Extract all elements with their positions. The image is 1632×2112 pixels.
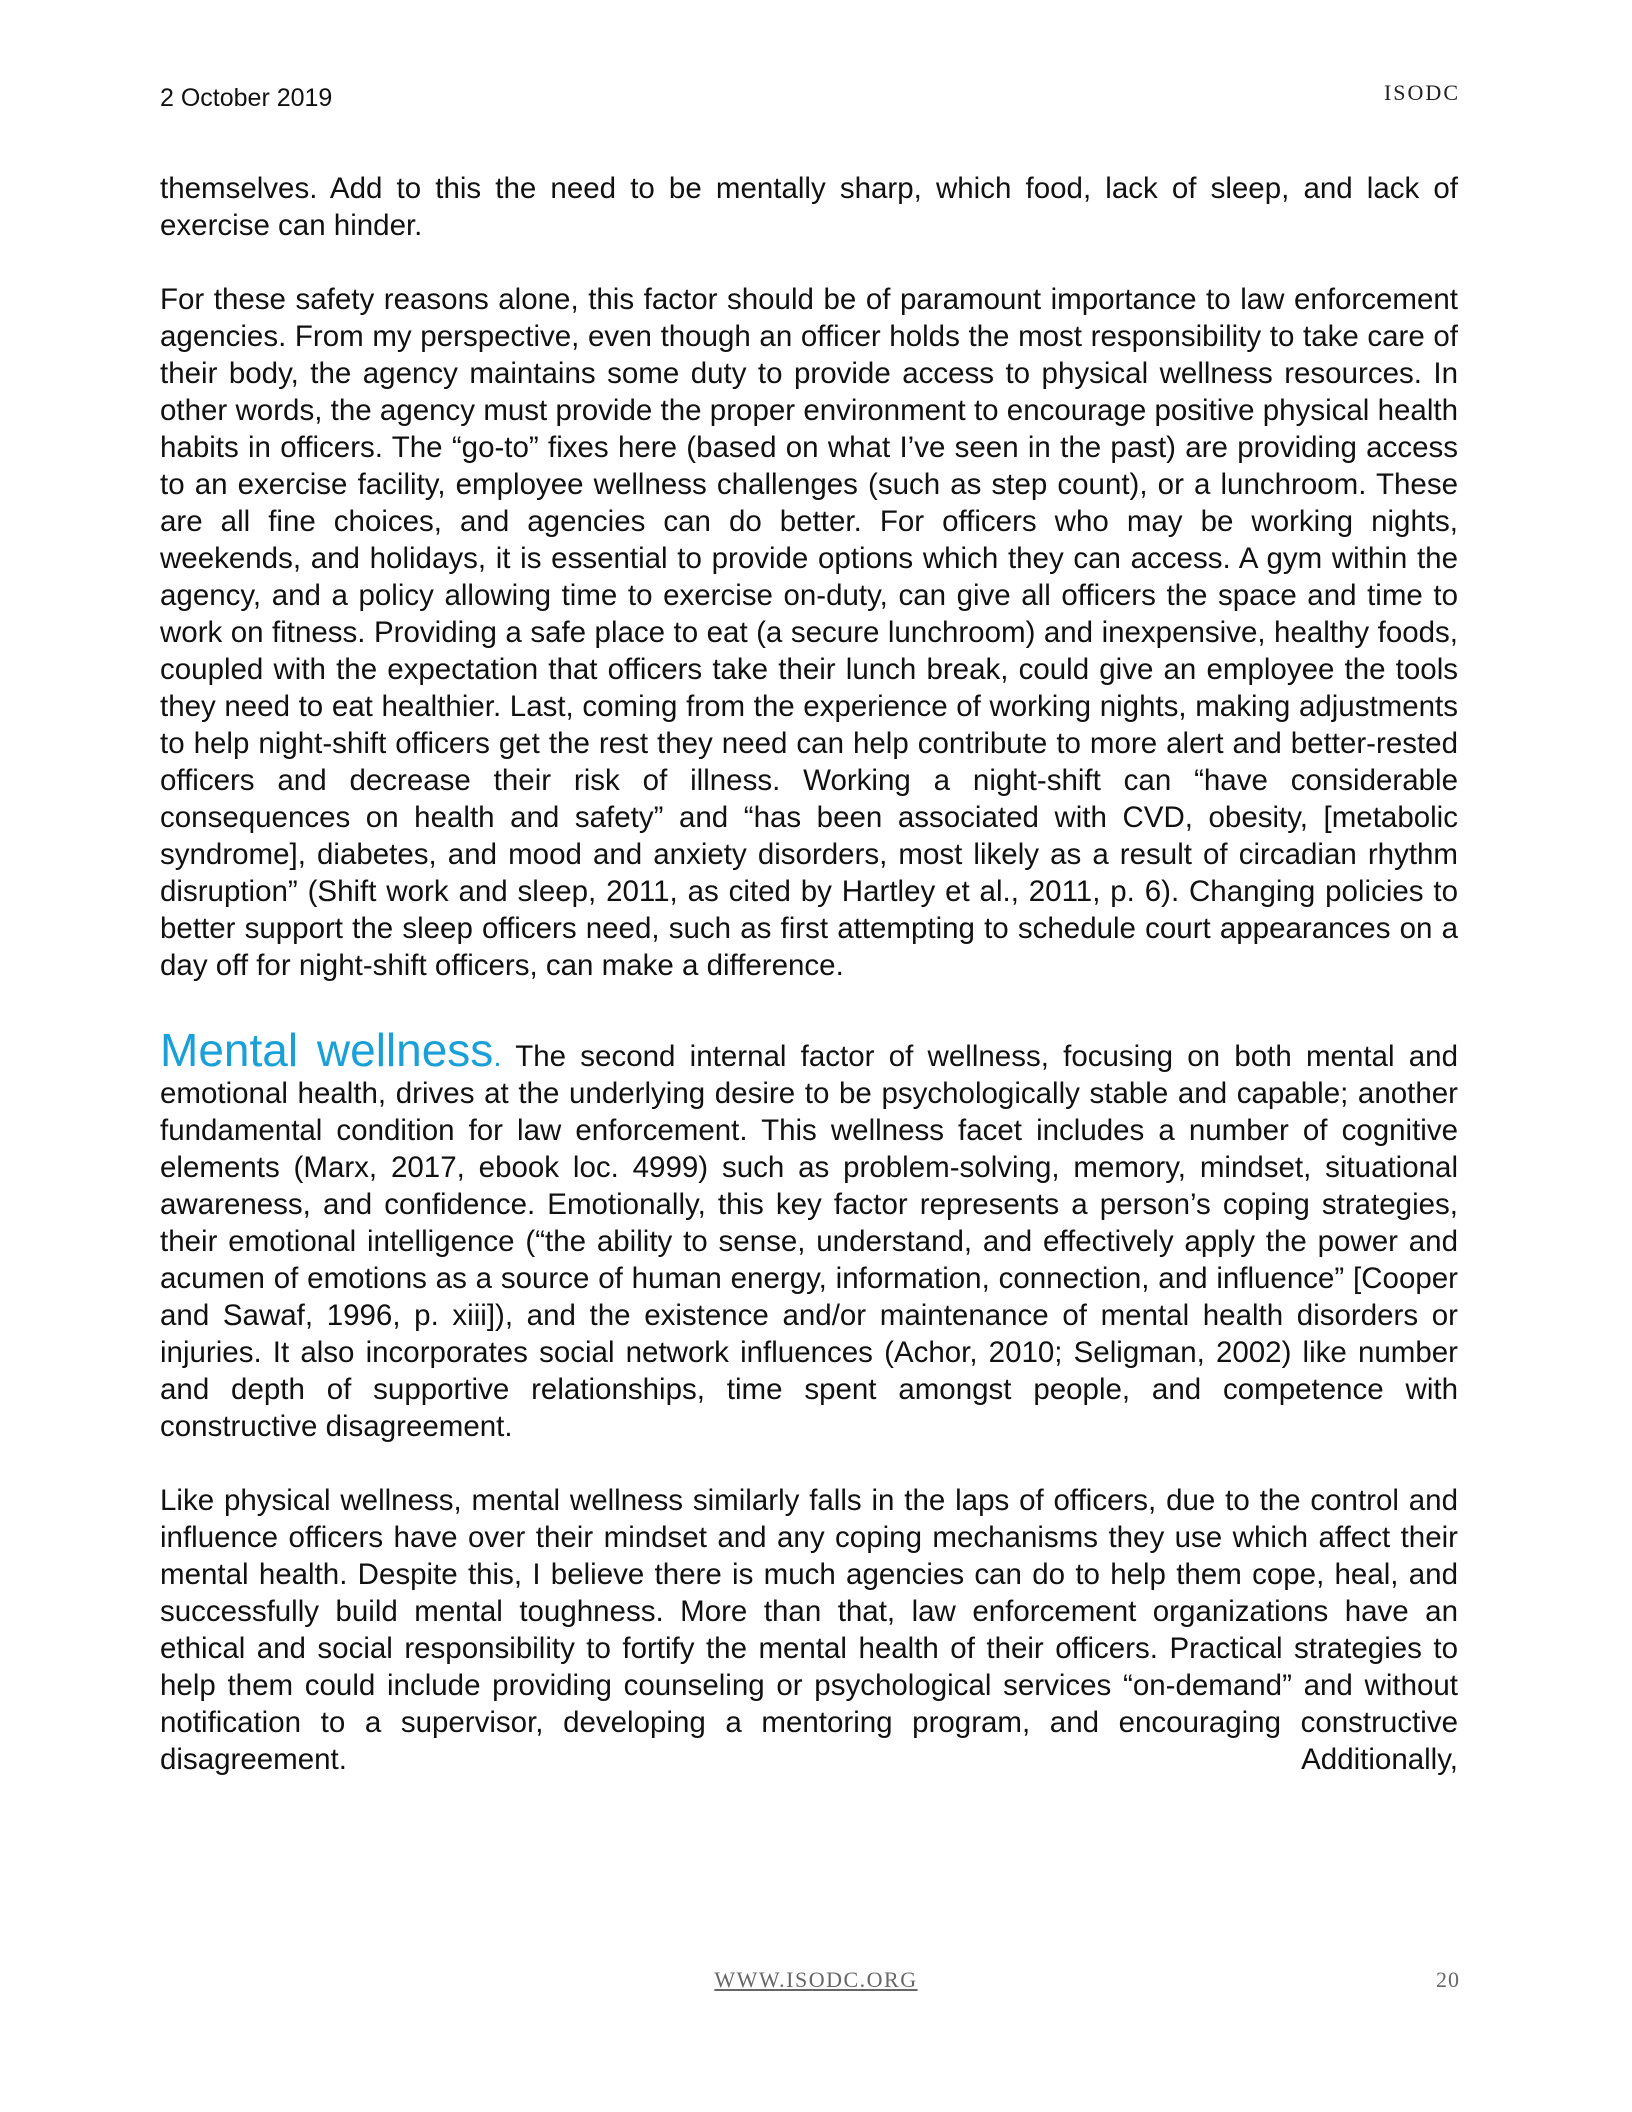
body-text bbox=[160, 170, 1458, 1778]
header-org: ISODC bbox=[1383, 80, 1460, 105]
paragraph-continuation: themselves. Add to this the need to be mentally sharp, which food, lack of sleep, and lack of exercise can hinder. bbox=[160, 172, 1458, 242]
page-number: 20 bbox=[1436, 1967, 1460, 1992]
header-date: 2 October 2019 bbox=[160, 84, 333, 112]
mental-wellness-text: The second internal factor of wellness, focusing on both mental and emotional health, drives at the underlying desire to be psychologically stable and capable; another fundamental condition for law enforcement. This wellness facet includes a number of cognitive elements (Marx, 2017, ebook loc. 4999) such as problem-solving, memory, mindset, situational awareness, and confidence. Emotionally, this key factor represents a person’s coping strategies, their emotional intelligence (“the ability to sense, understand, and effectively apply the power and acumen of emotions as a source of human energy, information, connection, and influence” [Cooper and Sawaf, 1996, p. xiii]), and the existence and/or maintenance of mental health disorders or injuries. It also incorporates social network influences (Achor, 2010; Seligman, 2002) like number and depth of supportive relationships, time spent amongst people, and competence with constructive disagreement. bbox=[160, 1040, 1458, 1443]
paragraph-mental-wellness bbox=[160, 1024, 1458, 1445]
paragraph-mental-wellness-2: Like physical wellness, mental wellness similarly falls in the laps of officers, due to the control and influence officers have over their mindset and any coping mechanisms they use which affect their mental health. Despite this, I believe there is much agencies can do to help them cope, heal, and successfully build mental toughness. More than that, law enforcement organizations have an ethical and social responsibility to fortify the mental health of their officers. Practical strategies to help them could include providing counseling or psychological services “on-demand” and without notification to a supervisor, developing a mentoring program, and encouraging constructive disagreement. Additionally, bbox=[160, 1484, 1458, 1776]
section-heading: Mental wellness. bbox=[160, 1024, 502, 1076]
footer-url-link[interactable]: WWW.ISODC.ORG bbox=[714, 1967, 918, 1992]
paragraph-physical-wellness: For these safety reasons alone, this factor should be of paramount importance to law enforcement agencies. From my perspective, even though an officer holds the most responsibility to take care of their body, the agency maintains some duty to provide access to physical wellness resources. In other words, the agency must provide the proper environment to encourage positive physical health habits in officers. The “go-to” fixes here (based on what I’ve seen in the past) are providing access to an exercise facility, employee wellness challenges (such as step count), or a lunchroom. These are all fine choices, and agencies can do better. For officers who may be working nights, weekends, and holidays, it is essential to provide options which they can access. A gym within the agency, and a policy allowing time to exercise on-duty, can give all officers the space and time to work on fitness. Providing a safe place to eat (a secure lunchroom) and inexpensive, healthy foods, coupled with the expectation that officers take their lunch break, could give an employee the tools they need to eat healthier. Last, coming from the experience of working nights, making adjustments to help night-shift officers get the rest they need can help contribute to more alert and better-rested officers and decrease their risk of illness. Working a night-shift can “have considerable consequences on health and safety” and “has been associated with CVD, obesity, [metabolic syndrome], diabetes, and mood and anxiety disorders, most likely as a result of circadian rhythm disruption” (Shift work and sleep, 2011, as cited by Hartley et al., 2011, p. 6). Changing policies to better support the sleep officers need, such as first attempting to schedule court appearances on a day off for night-shift officers, can make a difference. bbox=[160, 283, 1458, 982]
